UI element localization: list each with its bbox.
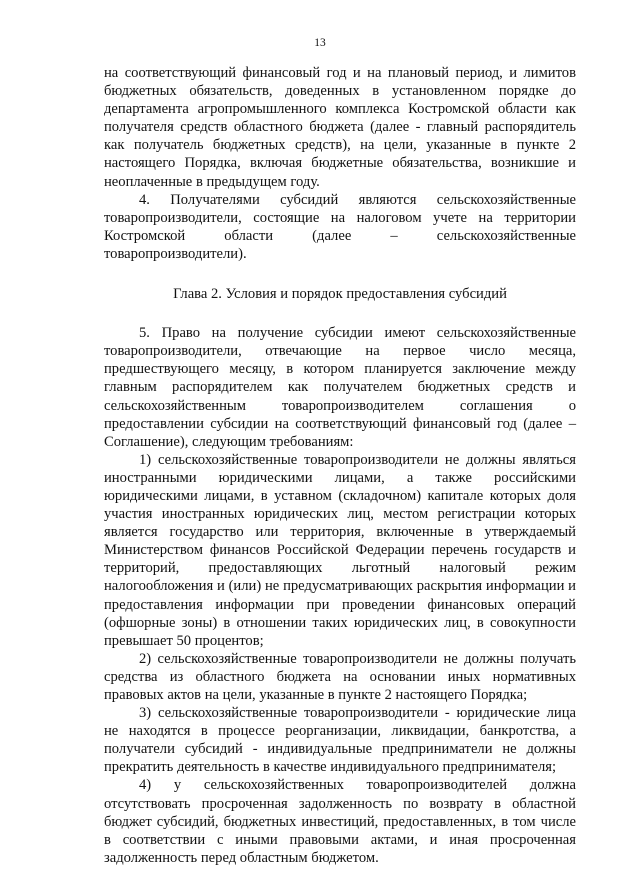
chapter-heading: Глава 2. Условия и порядок предоставления субсидий (173, 286, 507, 303)
paragraph-continuation: на соответствующий финансовый год и на плановый период, и лимитов бюджетных обязательств, доведенных в установленном порядке до департамента агропромышленного комплекса Костромской области как получателя средств областного бюджета (далее - главный распорядитель как получатель бюджетных средств), на цели, указанные в пункте 2 настоящего Порядка, включая бюджетные обязательства, возникшие и неоплаченные в предыдущем году. (104, 65, 576, 190)
requirement-4: 4) у сельскохозяйственных товаропроизводителей должна отсутствовать просроченная задолженность по возврату в областной бюджет субсидий, бюджетных инвестиций, предоставленных, в том числе в соответствии с иными правовыми актами, и иная просроченная задолженность перед областным бюджетом. (104, 777, 576, 866)
document-body (104, 64, 576, 867)
requirement-2: 2) сельскохозяйственные товаропроизводители не должны получать средства из областного бюджета на основании иных нормативных правовых актов на цели, указанные в пункте 2 настоящего Порядка; (104, 650, 576, 703)
page-number: 13 (314, 37, 326, 49)
requirement-3: 3) сельскохозяйственные товаропроизводители - юридические лица не находятся в процессе реорганизации, ликвидации, банкротства, а получатели субсидий - индивидуальные предприниматели не должны прекратить деятельность в качестве индивидуального предпринимателя; (104, 705, 576, 776)
requirement-1: 1) сельскохозяйственные товаропроизводители не должны являться иностранными юридическими лицами, а также российскими юридическими лицами, в уставном (складочном) капитале которых доля участия иностранных юридических лиц, местом регистрации которых является государство или территория, включенные в утверждаемый Министерством финансов Российской Федерации перечень государств и территорий, предоставляющих льготный налоговый режим налогообложения и (или) не предусматривающих раскрытия информации и предоставления информации при проведении финансовых операций (офшорные зоны) в отношении таких юридических лиц, в совокупности превышает 50 процентов; (104, 451, 576, 649)
paragraph-item-4: 4. Получателями субсидий являются сельскохозяйственные товаропроизводители, состоящие на налоговом учете на территории Костромской области (далее – сельскохозяйственные товаропроизводители). (104, 191, 576, 262)
paragraph-item-5: 5. Право на получение субсидии имеют сельскохозяйственные товаропроизводители, отвечающие на первое число месяца, предшествующего месяцу, в котором планируется заключение между главным распорядителем как получателем бюджетных средств и сельскохозяйственным товаропроизводителем соглашения о предоставлении субсидии на соответствующий финансовый год (далее – Соглашение), следующим требованиям: (104, 325, 576, 450)
